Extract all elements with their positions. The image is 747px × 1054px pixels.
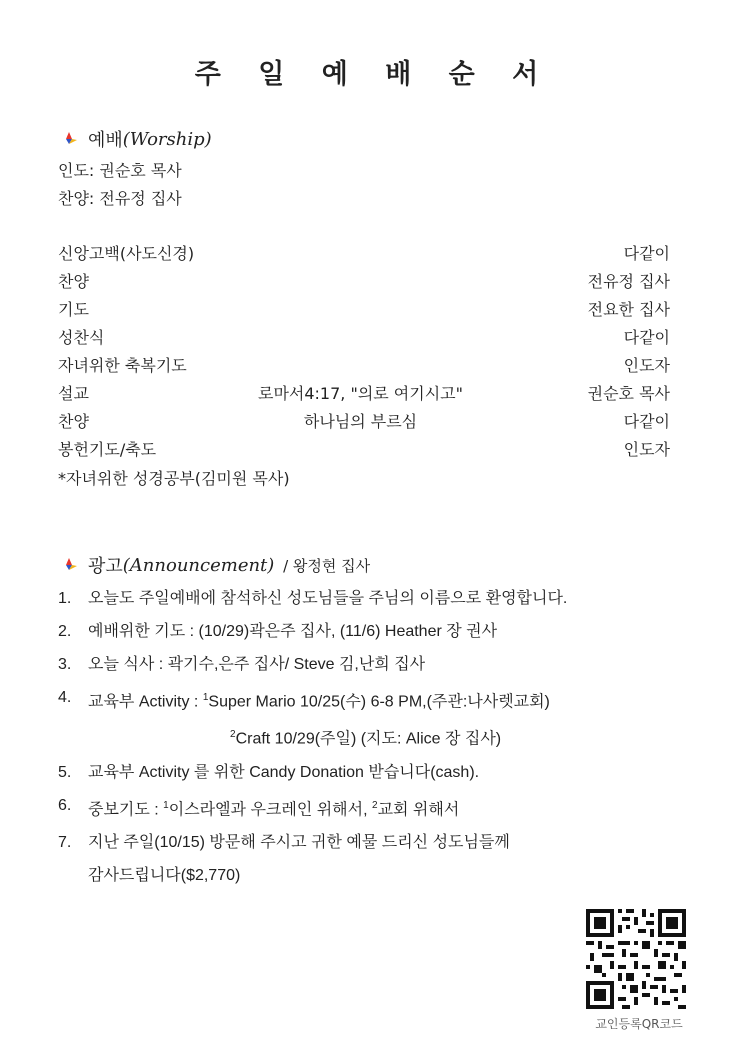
list-text: Craft 10/29(주일) (지도: Alice 장 집사)	[235, 730, 502, 748]
footnote-mark: 1	[163, 799, 169, 811]
list-item	[58, 648, 698, 681]
order-person: 권순호 목사	[587, 384, 670, 403]
list-text-continued: 감사드립니다($2,770)	[88, 866, 241, 884]
order-person: 전요한 집사	[587, 300, 670, 319]
order-row	[58, 380, 670, 408]
announcement-heading-sub: / 왕정현 집사	[278, 556, 371, 575]
list-text-continued	[88, 718, 698, 755]
list-number: 3.	[58, 656, 72, 673]
list-item	[58, 756, 698, 789]
order-person: 인도자	[623, 440, 670, 459]
list-number: 6.	[58, 796, 72, 814]
list-number: 7.	[58, 833, 72, 851]
qr-code-label: 교인등록QR코드	[595, 1017, 683, 1031]
list-text: 이스라엘과 우크레인 위해서,	[168, 800, 372, 818]
order-list	[58, 240, 670, 464]
order-item: 봉헌기도/축도	[58, 440, 157, 459]
order-item: 신앙고백(사도신경)	[58, 244, 195, 263]
announcement-heading	[58, 552, 370, 578]
order-row	[58, 240, 670, 268]
bullet-icon	[58, 130, 80, 148]
bullet-icon	[58, 556, 80, 574]
order-item: 설교	[58, 384, 89, 403]
order-row	[58, 296, 670, 324]
list-number: 2.	[58, 623, 72, 640]
footnote-mark: 2	[372, 799, 378, 811]
order-item: 기도	[58, 300, 89, 319]
list-number: 1.	[58, 590, 72, 607]
order-item: 찬양	[58, 272, 89, 291]
order-item: 자녀위한 축복기도	[58, 356, 187, 375]
worship-heading-en: (Worship)	[122, 128, 212, 150]
page-title: 주 일 예 배 순 서	[194, 59, 553, 90]
order-row	[58, 268, 670, 296]
list-text: 교육부 Activity 를 위한 Candy Donation 받습니다(cash).	[88, 763, 480, 781]
order-detail: 로마서4:17, "의로 여기시고"	[257, 384, 463, 403]
list-number: 5.	[58, 763, 72, 781]
order-row	[58, 324, 670, 352]
list-item	[58, 615, 698, 648]
order-person: 전유정 집사	[587, 272, 670, 291]
list-text-prefix: 교육부 Activity :	[88, 693, 203, 711]
order-item: 성찬식	[58, 328, 105, 347]
list-item	[58, 582, 698, 615]
announcement-heading-ko: 광고	[88, 556, 123, 577]
order-item: 찬양	[58, 412, 89, 431]
qr-code-icon[interactable]	[583, 909, 689, 1009]
order-row	[58, 436, 670, 464]
list-text: 오늘도 주일예배에 참석하신 성도님들을 주님의 이름으로 환영합니다.	[88, 590, 568, 607]
worship-heading	[58, 126, 212, 152]
list-text: 지난 주일(10/15) 방문해 주시고 귀한 예물 드리신 성도님들께	[88, 833, 510, 851]
list-item	[58, 681, 698, 756]
worship-leader: 인도: 권순호 목사	[58, 161, 182, 180]
worship-praise: 찬양: 전유정 집사	[58, 189, 182, 208]
list-item	[58, 789, 698, 826]
order-person: 다같이	[623, 244, 670, 263]
announcement-heading-en: (Announcement)	[122, 554, 275, 576]
order-person: 다같이	[623, 328, 670, 347]
announcement-list	[58, 582, 698, 892]
order-person: 인도자	[623, 356, 670, 375]
footnote-mark: 1	[202, 692, 209, 703]
list-number: 4.	[58, 689, 72, 706]
list-text-prefix: 중보기도 :	[88, 800, 164, 818]
order-person: 다같이	[623, 412, 670, 431]
order-row	[58, 408, 670, 436]
list-text: 예배위한 기도 : (10/29)곽은주 집사, (11/6) Heather 장 권사	[88, 623, 498, 640]
order-detail: 하나님의 부르심	[303, 412, 418, 431]
footnote-mark: 2	[230, 729, 236, 741]
worship-heading-ko: 예배	[88, 130, 123, 151]
list-item	[58, 826, 698, 892]
order-row	[58, 352, 670, 380]
list-text: 오늘 식사 : 곽기수,은주 집사/ Steve 김,난희 집사	[88, 656, 426, 673]
bible-study-note: *자녀위한 성경공부(김미원 목사)	[58, 469, 290, 488]
list-text: 교회 위해서	[377, 800, 460, 818]
list-text: Super Mario 10/25(수) 6-8 PM,(주관:나사렛교회)	[208, 693, 550, 711]
